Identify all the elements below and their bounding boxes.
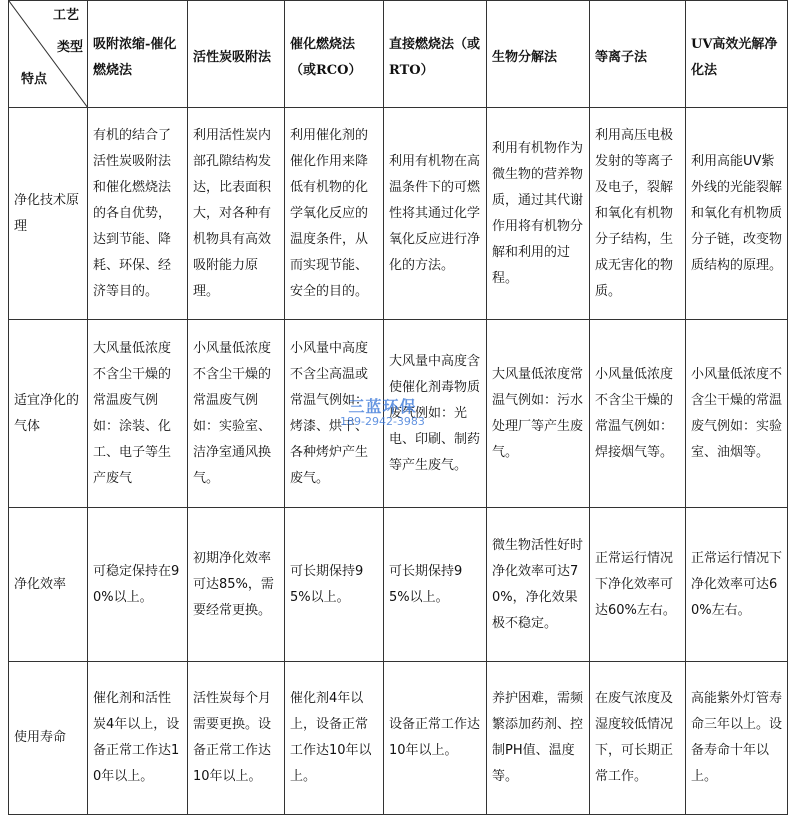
table-cell: 利用高能UV紫外线的光能裂解和氧化有机物质分子链，改变物质结构的原理。 [686, 108, 788, 320]
table-cell: 微生物活性好时净化效率可达70%，净化效果极不稳定。 [487, 508, 590, 662]
table-cell: 正常运行情况下净化效率可达60%左右。 [686, 508, 788, 662]
row-principle [9, 108, 788, 320]
row-label-lifespan: 使用寿命 [9, 662, 88, 815]
table-cell: 初期净化效率可达85%，需要经常更换。 [188, 508, 285, 662]
table-cell: 活性炭每个月需要更换。设备正常工作达10年以上。 [188, 662, 285, 815]
row-label-principle: 净化技术原理 [9, 108, 88, 320]
header-plasma: 等离子法 [590, 1, 686, 108]
table-cell: 小风量低浓度不含尘干燥的常温废气例如：实验室、油烟等。 [686, 320, 788, 508]
table-cell: 正常运行情况下净化效率可达60%左右。 [590, 508, 686, 662]
row-label-suitable-gas: 适宜净化的气体 [9, 320, 88, 508]
table-cell: 在废气浓度及湿度较低情况下，可长期正常工作。 [590, 662, 686, 815]
corner-label-feature: 特点 [21, 72, 48, 87]
table-cell: 有机的结合了活性炭吸附法和催化燃烧法的各自优势，达到节能、降耗、环保、经济等目的。 [88, 108, 188, 320]
header-biological: 生物分解法 [487, 1, 590, 108]
header-uv-photolysis: UV高效光解净化法 [686, 1, 788, 108]
table-cell: 大风量低浓度常温气例如：污水处理厂等产生废气。 [487, 320, 590, 508]
corner-label-type: 类型 [56, 40, 83, 55]
row-label-efficiency: 净化效率 [9, 508, 88, 662]
row-efficiency [9, 508, 788, 662]
table-cell: 小风量中高度不含尘高温或常温气例如：烤漆、烘干、各种烤炉产生废气。 [285, 320, 384, 508]
table-cell: 可长期保持95%以上。 [285, 508, 384, 662]
table-cell: 催化剂4年以上，设备正常工作达10年以上。 [285, 662, 384, 815]
table-cell: 利用有机物在高温条件下的可燃性将其通过化学氧化反应进行净化的方法。 [384, 108, 487, 320]
row-lifespan [9, 662, 788, 815]
table-cell: 可稳定保持在90%以上。 [88, 508, 188, 662]
header-rto: 直接燃烧法（或RTO） [384, 1, 487, 108]
table-cell: 小风量低浓度不含尘干燥的常温废气例如：实验室、洁净室通风换气。 [188, 320, 285, 508]
table-cell: 利用有机物作为微生物的营养物质，通过其代谢作用将有机物分解和利用的过程。 [487, 108, 590, 320]
corner-label-process: 工艺 [52, 8, 79, 23]
table-cell: 大风量低浓度不含尘干燥的常温废气例如：涂装、化工、电子等生产废气 [88, 320, 188, 508]
table-cell: 催化剂和活性炭4年以上，设备正常工作达10年以上。 [88, 662, 188, 815]
comparison-table [8, 0, 788, 815]
table-cell: 小风量低浓度不含尘干燥的常温气例如：焊接烟气等。 [590, 320, 686, 508]
table-cell: 养护困难，需频繁添加药剂、控制PH值、温度等。 [487, 662, 590, 815]
header-activated-carbon: 活性炭吸附法 [188, 1, 285, 108]
header-adsorption-catalytic: 吸附浓缩-催化燃烧法 [88, 1, 188, 108]
table-cell: 利用催化剂的催化作用来降低有机物的化学氧化反应的温度条件，从而实现节能、安全的目的。 [285, 108, 384, 320]
table-cell: 大风量中高度含使催化剂毒物质废气例如：光电、印刷、制药等产生废气。 [384, 320, 487, 508]
table-cell: 可长期保持95%以上。 [384, 508, 487, 662]
table-cell: 设备正常工作达10年以上。 [384, 662, 487, 815]
table-cell: 利用高压电极发射的等离子及电子，裂解和氧化有机物分子结构，生成无害化的物质。 [590, 108, 686, 320]
table-cell: 利用活性炭内部孔隙结构发达，比表面积大，对各种有机物具有高效吸附能力原理。 [188, 108, 285, 320]
watermark-phone: 189-2942-3983 [340, 415, 425, 428]
header-rco: 催化燃烧法（或RCO） [285, 1, 384, 108]
corner-header [9, 1, 88, 108]
row-suitable-gas [9, 320, 788, 508]
table-cell: 高能紫外灯管寿命三年以上。设备寿命十年以上。 [686, 662, 788, 815]
header-row [9, 1, 788, 108]
watermark-name: 三蓝环保 [348, 397, 417, 416]
